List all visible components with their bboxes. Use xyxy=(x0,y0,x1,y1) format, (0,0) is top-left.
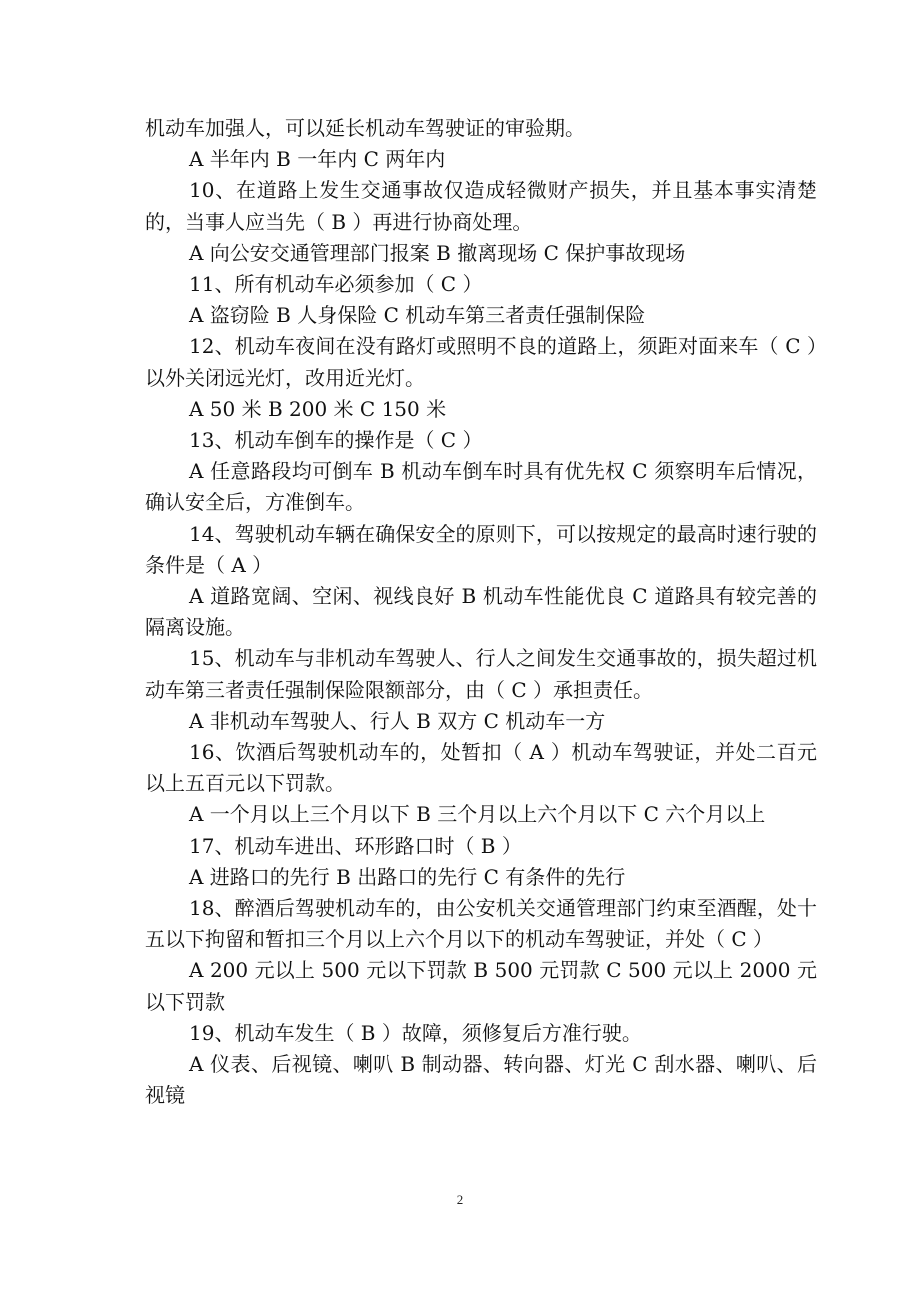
options-q17: A 进路口的先行 B 出路口的先行 C 有条件的先行 xyxy=(189,864,626,889)
options-q10: A 向公安交通管理部门报案 B 撤离现场 C 保护事故现场 xyxy=(189,240,686,265)
question-15: 15、机动车与非机动车驾驶人、行人之间发生交通事故的，损失超过机动车第三者责任强制保险限额部分，由（ C ）承担责任。 xyxy=(145,646,817,702)
question-17: 17、机动车进出、环形路口时（ B ） xyxy=(189,833,522,858)
page-number: 2 xyxy=(456,1192,464,1207)
question-14: 14、驾驶机动车辆在确保安全的原则下，可以按规定的最高时速行驶的条件是（ A ） xyxy=(145,521,817,577)
options-q14: A 道路宽阔、空闲、视线良好 B 机动车性能优良 C 道路具有较完善的隔离设施。 xyxy=(145,584,817,640)
options-q19: A 仪表、后视镜、喇叭 B 制动器、转向器、灯光 C 刮水器、喇叭、后视镜 xyxy=(145,1052,817,1108)
options-q18: A 200 元以上 500 元以下罚款 B 500 元罚款 C 500 元以上 2000 元以下罚款 xyxy=(145,958,817,1014)
options-q15: A 非机动车驾驶人、行人 B 双方 C 机动车一方 xyxy=(189,708,606,733)
options-q16: A 一个月以上三个月以下 B 三个月以上六个月以下 C 六个月以上 xyxy=(189,802,766,827)
question-12: 12、机动车夜间在没有路灯或照明不良的道路上，须距对面来车（ C ）以外关闭远光灯，改用近光灯。 xyxy=(145,334,817,390)
paragraph-continuation: 机动车加强人，可以延长机动车驾驶证的审验期。 xyxy=(145,116,585,140)
options-q13: A 任意路段均可倒车 B 机动车倒车时具有优先权 C 须察明车后情况，确认安全后，方准倒车。 xyxy=(145,459,817,515)
options-q11: A 盗窃险 B 人身保险 C 机动车第三者责任强制保险 xyxy=(189,303,646,328)
options-q9: A 半年内 B 一年内 C 两年内 xyxy=(189,147,446,172)
question-16: 16、饮酒后驾驶机动车的，处暂扣（ A ）机动车驾驶证，并处二百元以上五百元以下罚款。 xyxy=(145,740,817,796)
question-18: 18、醉酒后驾驶机动车的，由公安机关交通管理部门约束至酒醒，处十五以下拘留和暂扣三个月以上六个月以下的机动车驾驶证，并处（ C ） xyxy=(145,896,817,952)
question-11: 11、所有机动车必须参加（ C ） xyxy=(189,272,483,297)
question-19: 19、机动车发生（ B ）故障，须修复后方准行驶。 xyxy=(189,1020,642,1045)
options-q12: A 50 米 B 200 米 C 150 米 xyxy=(189,396,447,421)
question-10: 10、在道路上发生交通事故仅造成轻微财产损失，并且基本事实清楚的，当事人应当先（ B ）再进行协商处理。 xyxy=(145,178,817,234)
question-13: 13、机动车倒车的操作是（ C ） xyxy=(189,428,483,453)
document-body xyxy=(145,113,817,1112)
